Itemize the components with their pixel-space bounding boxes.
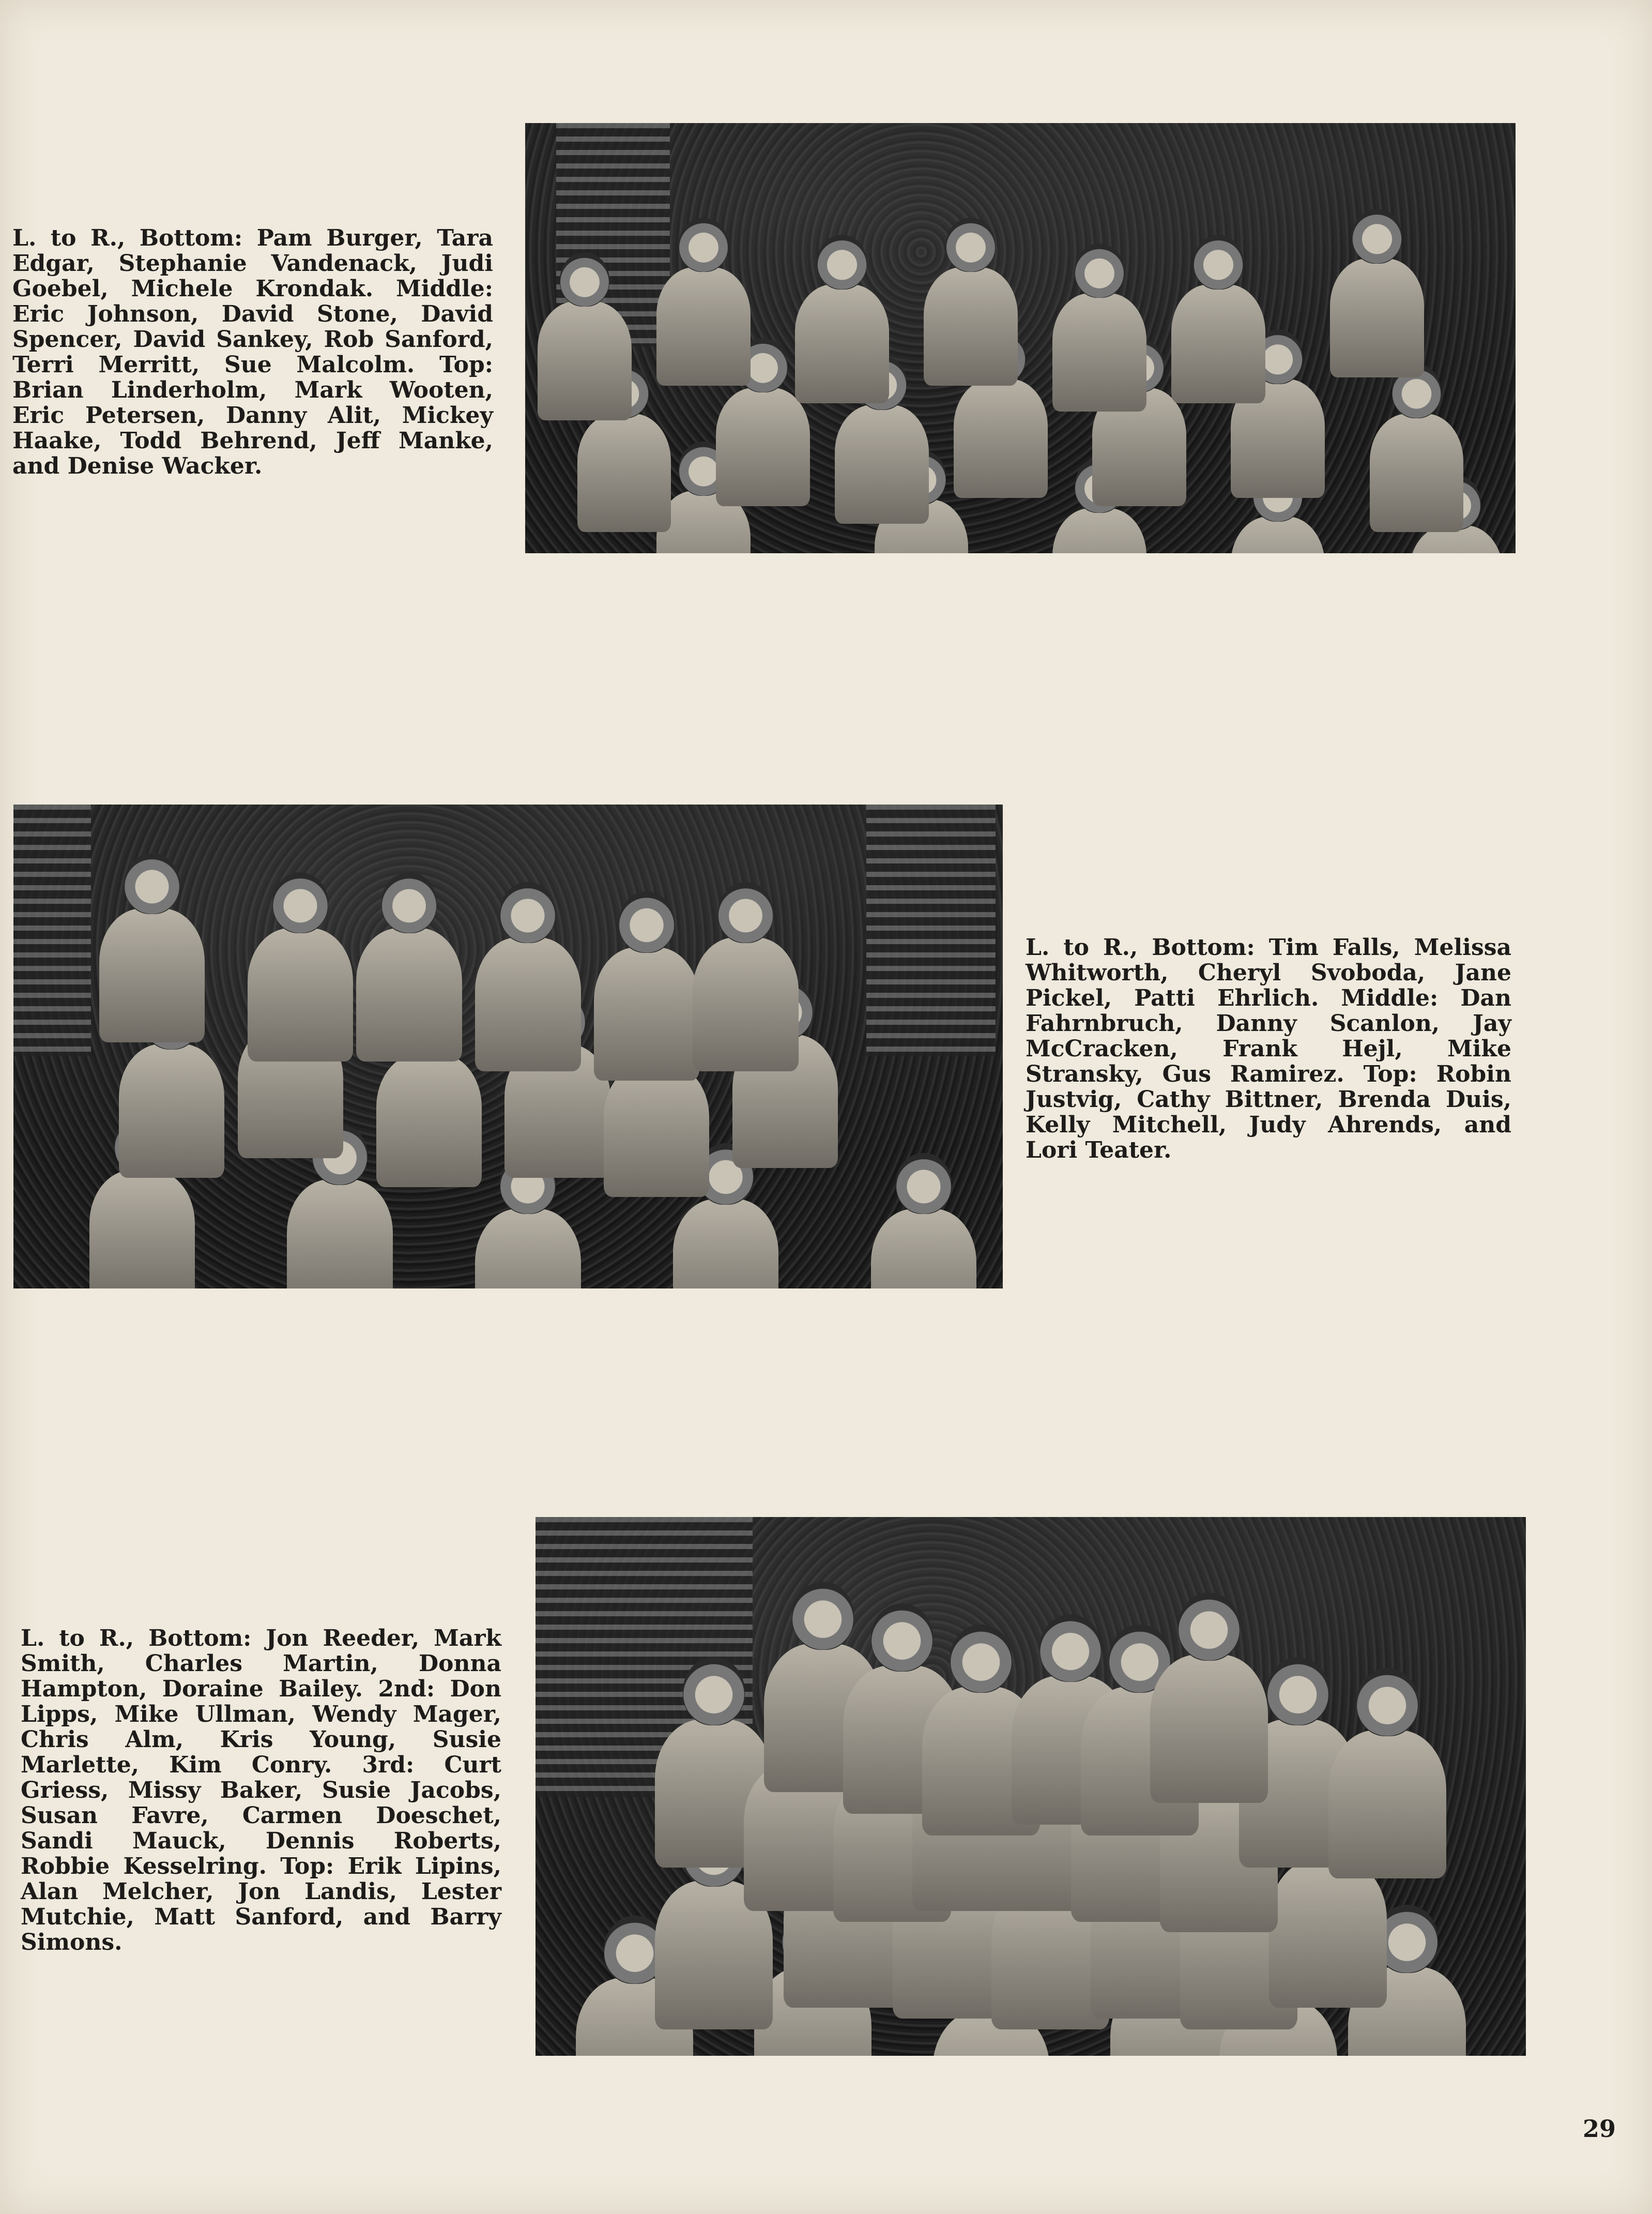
group-3-caption: L. to R., Bottom: Jon Reeder, Mark Smith, Charles Martin, Donna Hampton, Doraine Bailey. 2nd: Don Lipps, Mike Ullman, Wendy Mager, Chris Alm, Kris Young, Susie Marlette, Kim Conry. 3rd: Curt Griess, Missy Baker, Susie Jacobs, Susan Favre, Carmen Doeschet, Sandi Mauck, Dennis Roberts, Robbie Kesselring. Top: Erik Lipins, Alan Melcher, Jon Landis, Lester Mutchie, Matt Sanford, and Barry Simons. [21, 1625, 501, 1955]
page-number: 29 [1582, 2115, 1616, 2143]
group-3-photo [536, 1517, 1526, 2056]
group-1-caption: L. to R., Bottom: Pam Burger, Tara Edgar, Stephanie Vandenack, Judi Goebel, Michele Krondak. Middle: Eric Johnson, David Stone, David Spencer, David Sankey, Rob Sanford, Terri Merritt, Sue Malcolm. Top: Brian Linderholm, Mark Wooten, Eric Petersen, Danny Alit, Mickey Haake, Todd Behrend, Jeff Manke, and Denise Wacker. [12, 225, 493, 479]
group-2-photo [13, 805, 1003, 1288]
group-members [536, 1517, 1526, 2056]
group-1-photo [525, 123, 1516, 553]
group-members [13, 805, 1003, 1288]
group-members [525, 123, 1516, 553]
group-2-caption: L. to R., Bottom: Tim Falls, Melissa Whitworth, Cheryl Svoboda, Jane Pickel, Patti Ehrlich. Middle: Dan Fahrnbruch, Danny Scanlon, Jay McCracken, Frank Hejl, Mike Stransky, Gus Ramirez. Top: Robin Justvig, Cathy Bittner, Brenda Duis, Kelly Mitchell, Judy Ahrends, and Lori Teater. [1026, 934, 1511, 1163]
